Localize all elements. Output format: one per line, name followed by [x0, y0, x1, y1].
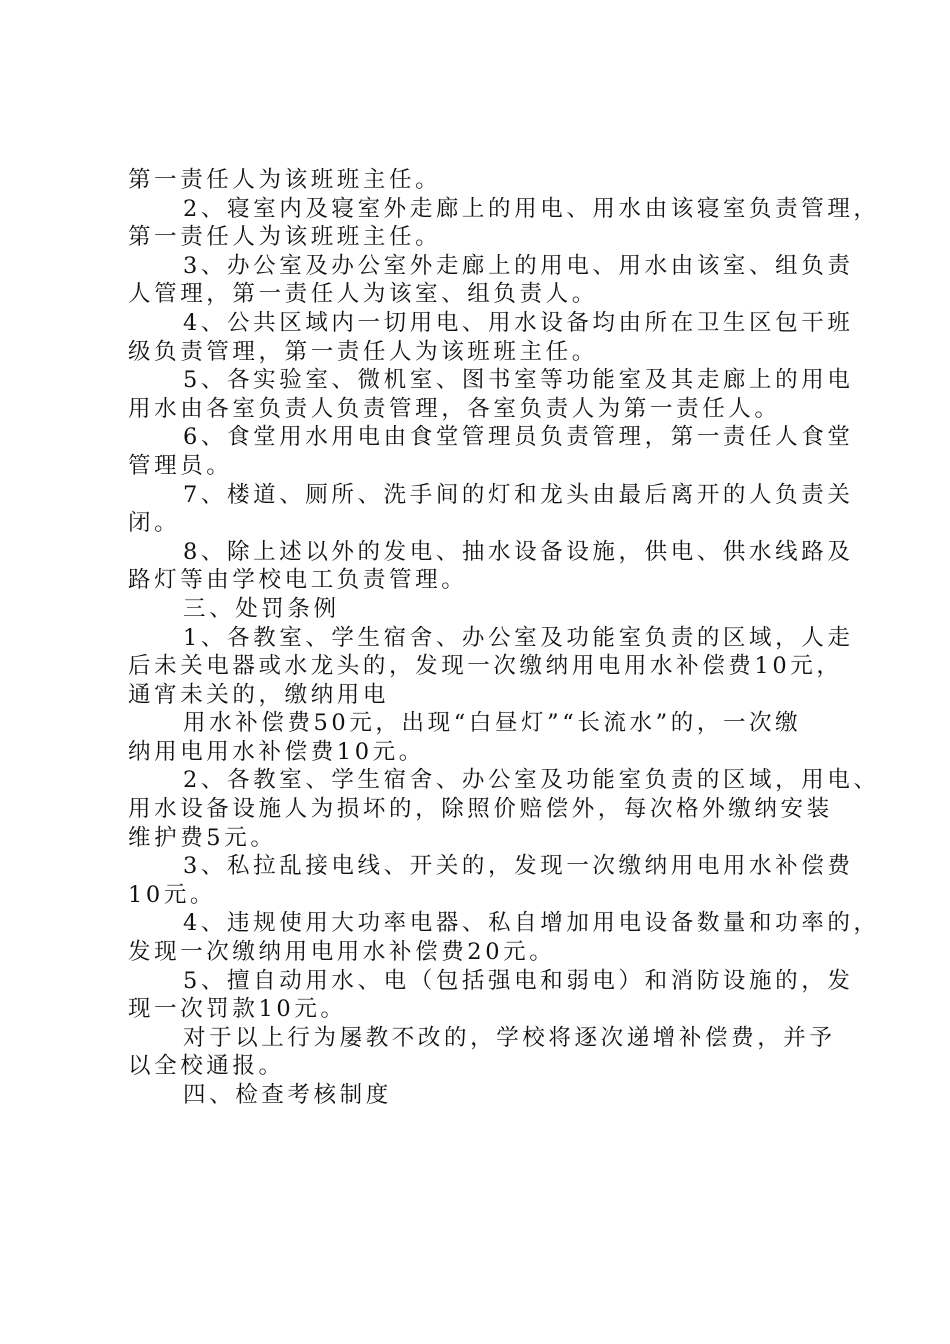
text-line: 闭。 — [128, 510, 181, 537]
text-line: 后未关电器或水龙头的，发现一次缴纳用电用水补偿费10元， — [128, 653, 843, 680]
text-line: 用水由各室负责人负责管理，各室负责人为第一责任人。 — [128, 395, 781, 422]
text-line: 6、食堂用水用电由食堂管理员负责管理，第一责任人食堂 — [183, 424, 854, 451]
text-line: 10元。 — [128, 881, 217, 908]
text-line: 发现一次缴纳用电用水补偿费20元。 — [128, 939, 556, 966]
text-line: 纳用电用水补偿费10元。 — [128, 738, 425, 765]
text-line: 四、检查考核制度 — [183, 1082, 392, 1108]
text-line: 2、各教室、学生宿舍、办公室及功能室负责的区域，用电、 — [183, 767, 880, 794]
text-line: 用水补偿费50元，出现“白昼灯”“长流水”的，一次缴 — [183, 710, 802, 737]
text-line: 4、违规使用大功率电器、私自增加用电设备数量和功率的， — [183, 910, 880, 937]
text-line: 对于以上行为屡教不改的，学校将逐次递增补偿费，并予 — [183, 1024, 836, 1051]
text-line: 7、楼道、厕所、洗手间的灯和龙头由最后离开的人负责关 — [183, 481, 854, 508]
text-line: 三、处罚条例 — [183, 595, 340, 622]
text-line: 3、办公室及办公室外走廊上的用电、用水由该室、组负责 — [183, 252, 854, 279]
text-line: 5、擅自动用水、电（包括强电和弱电）和消防设施的，发 — [183, 967, 854, 994]
document-body — [128, 166, 880, 1110]
text-line: 维护费5元。 — [128, 824, 277, 851]
text-line: 通宵未关的，缴纳用电 — [128, 681, 390, 708]
text-line: 4、公共区域内一切用电、用水设备均由所在卫生区包干班 — [183, 309, 854, 336]
text-line: 现一次罚款10元。 — [128, 996, 347, 1023]
text-line: 第一责任人为该班班主任。 — [128, 167, 442, 193]
text-line: 8、除上述以外的发电、抽水设备设施，供电、供水线路及 — [183, 538, 854, 565]
text-line: 路灯等由学校电工负责管理。 — [128, 567, 468, 594]
text-line: 人管理，第一责任人为该室、组负责人。 — [128, 281, 598, 308]
text-line: 2、寝室内及寝室外走廊上的用电、用水由该寝室负责管理， — [183, 195, 880, 222]
text-line: 第一责任人为该班班主任。 — [128, 224, 442, 251]
text-line: 5、各实验室、微机室、图书室等功能室及其走廊上的用电 — [183, 367, 854, 394]
text-line: 管理员。 — [128, 452, 233, 479]
text-line: 用水设备设施人为损坏的，除照价赔偿外，每次格外缴纳安装 — [128, 796, 833, 823]
text-line: 以全校通报。 — [128, 1053, 285, 1080]
text-line: 3、私拉乱接电线、开关的，发现一次缴纳用电用水补偿费 — [183, 853, 854, 880]
text-line: 级负责管理，第一责任人为该班班主任。 — [128, 338, 598, 365]
text-line: 1、各教室、学生宿舍、办公室及功能室负责的区域，人走 — [183, 624, 854, 651]
